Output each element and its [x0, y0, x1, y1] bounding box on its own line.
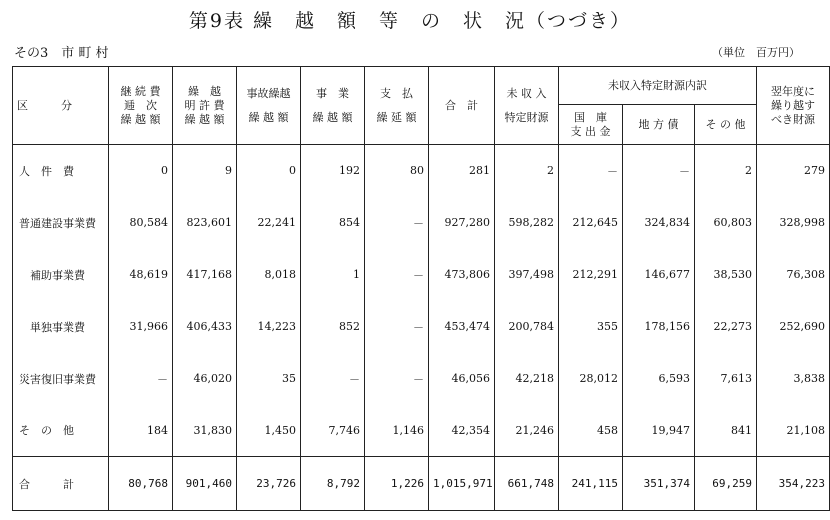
- header-mishunyu: [495, 67, 559, 145]
- table-cell: 324,834: [623, 197, 695, 249]
- header-line: 未 収 入: [506, 86, 547, 100]
- header-jiko: [237, 67, 301, 145]
- table-cell: 1,015,971: [429, 457, 495, 511]
- carryover-table: [12, 66, 830, 511]
- table-cell: 76,308: [757, 249, 830, 301]
- table-cell: 80: [365, 145, 429, 197]
- header-line: 特定財源: [504, 110, 549, 124]
- table-cell: －: [365, 249, 429, 301]
- table-cell: －: [559, 145, 623, 197]
- table-cell: －: [109, 353, 173, 405]
- table-cell: 1,450: [237, 405, 301, 457]
- header-sonota: そ の 他: [695, 105, 757, 145]
- table-cell: 46,020: [173, 353, 237, 405]
- table-cell: 42,218: [495, 353, 559, 405]
- header-line: 繰り越す: [771, 98, 815, 112]
- table-cell: 31,830: [173, 405, 237, 457]
- table-cell: 184: [109, 405, 173, 457]
- table-cell: 598,282: [495, 197, 559, 249]
- header-keizoku: [109, 67, 173, 145]
- table-cell: 354,223: [757, 457, 830, 511]
- table-cell: 22,273: [695, 301, 757, 353]
- unit-label: （単位 百万円）: [712, 46, 800, 59]
- header-line: 国 庫: [574, 110, 607, 124]
- table-cell: 901,460: [173, 457, 237, 511]
- table-cell: －: [365, 197, 429, 249]
- table-cell: 48,619: [109, 249, 173, 301]
- table-cell: －: [301, 353, 365, 405]
- header-line: 逓 次: [124, 98, 157, 112]
- table-cell: 14,223: [237, 301, 301, 353]
- table-cell: 417,168: [173, 249, 237, 301]
- header-line: 繰 延 額: [376, 110, 417, 124]
- table-cell: 21,108: [757, 405, 830, 457]
- header-meikyo: [173, 67, 237, 145]
- table-cell: 22,241: [237, 197, 301, 249]
- header-kubun: 区 分: [13, 67, 109, 145]
- table-cell: 823,601: [173, 197, 237, 249]
- table-cell: 281: [429, 145, 495, 197]
- table-subtitle: その3 市 町 村: [14, 46, 109, 61]
- table-cell: 38,530: [695, 249, 757, 301]
- table-cell: 69,259: [695, 457, 757, 511]
- table-cell: 854: [301, 197, 365, 249]
- header-line: 繰 越 額: [184, 112, 225, 126]
- row-label: 補助事業費: [13, 249, 109, 301]
- table-cell: 6,593: [623, 353, 695, 405]
- table-cell: 8,018: [237, 249, 301, 301]
- table-row: [13, 145, 830, 197]
- table-title: 第9表 繰 越 額 等 の 状 況（つづき）: [188, 10, 632, 32]
- table-cell: －: [365, 301, 429, 353]
- table-cell: －: [365, 353, 429, 405]
- table-cell: －: [623, 145, 695, 197]
- table-cell: 397,498: [495, 249, 559, 301]
- table-row: [13, 249, 830, 301]
- table-row: [13, 405, 830, 457]
- table-cell: 35: [237, 353, 301, 405]
- header-line: 明 許 費: [184, 98, 225, 112]
- header-yokunen: [757, 67, 830, 145]
- table-cell: 200,784: [495, 301, 559, 353]
- table-cell: 458: [559, 405, 623, 457]
- table-cell: 2: [695, 145, 757, 197]
- table-cell: 328,998: [757, 197, 830, 249]
- table-cell: 21,246: [495, 405, 559, 457]
- table-cell: 7,746: [301, 405, 365, 457]
- table-cell: 28,012: [559, 353, 623, 405]
- table-cell: 23,726: [237, 457, 301, 511]
- row-label: そ の 他: [13, 405, 109, 457]
- table-cell: 212,645: [559, 197, 623, 249]
- table-cell: 31,966: [109, 301, 173, 353]
- table-cell: 146,677: [623, 249, 695, 301]
- table-cell: 252,690: [757, 301, 830, 353]
- table-cell: 7,613: [695, 353, 757, 405]
- header-line: 事故繰越: [246, 86, 291, 100]
- table-cell: 42,354: [429, 405, 495, 457]
- table-cell: 192: [301, 145, 365, 197]
- header-mishunyu-group: 未収入特定財源内訳: [559, 67, 757, 105]
- header-line: 翌年度に: [771, 84, 815, 98]
- table-body: [13, 145, 830, 511]
- table-cell: 19,947: [623, 405, 695, 457]
- header-line: べき財源: [771, 112, 815, 126]
- row-label: 合 計: [13, 457, 109, 511]
- table-cell: 9: [173, 145, 237, 197]
- header-line: 繰 越: [188, 84, 221, 98]
- table-cell: 355: [559, 301, 623, 353]
- table-cell: 1: [301, 249, 365, 301]
- header-jigyo: [301, 67, 365, 145]
- table-cell: 927,280: [429, 197, 495, 249]
- table-cell: 841: [695, 405, 757, 457]
- table-row: [13, 197, 830, 249]
- table-cell: 1,226: [365, 457, 429, 511]
- table-cell: 80,584: [109, 197, 173, 249]
- row-label: 人 件 費: [13, 145, 109, 197]
- header-line: 支 払: [380, 86, 413, 100]
- table-cell: 0: [109, 145, 173, 197]
- header-line: 事 業: [316, 86, 349, 100]
- header-line: 繰 越 額: [248, 110, 289, 124]
- table-row: [13, 301, 830, 353]
- table-cell: 279: [757, 145, 830, 197]
- header-goukei: 合 計: [429, 67, 495, 145]
- table-cell: 406,433: [173, 301, 237, 353]
- table-cell: 852: [301, 301, 365, 353]
- header-line: 継 続 費: [120, 84, 161, 98]
- header-line: 繰 越 額: [312, 110, 353, 124]
- header-kokko: [559, 105, 623, 145]
- table-cell: 1,146: [365, 405, 429, 457]
- table-cell: 46,056: [429, 353, 495, 405]
- table-cell: 241,115: [559, 457, 623, 511]
- table-cell: 178,156: [623, 301, 695, 353]
- table-row: [13, 353, 830, 405]
- row-label: 普通建設事業費: [13, 197, 109, 249]
- table-cell: 473,806: [429, 249, 495, 301]
- table-cell: 2: [495, 145, 559, 197]
- table-cell: 661,748: [495, 457, 559, 511]
- header-chihousai: 地 方 債: [623, 105, 695, 145]
- table-cell: 60,803: [695, 197, 757, 249]
- header-line: 繰 越 額: [120, 112, 161, 126]
- table-cell: 453,474: [429, 301, 495, 353]
- table-cell: 0: [237, 145, 301, 197]
- table-cell: 212,291: [559, 249, 623, 301]
- header-line: 支 出 金: [570, 124, 611, 138]
- table-cell: 8,792: [301, 457, 365, 511]
- table-cell: 3,838: [757, 353, 830, 405]
- row-label: 単独事業費: [13, 301, 109, 353]
- table-cell: 351,374: [623, 457, 695, 511]
- header-shiharai: [365, 67, 429, 145]
- row-label: 災害復旧事業費: [13, 353, 109, 405]
- total-row: [13, 457, 830, 511]
- table-cell: 80,768: [109, 457, 173, 511]
